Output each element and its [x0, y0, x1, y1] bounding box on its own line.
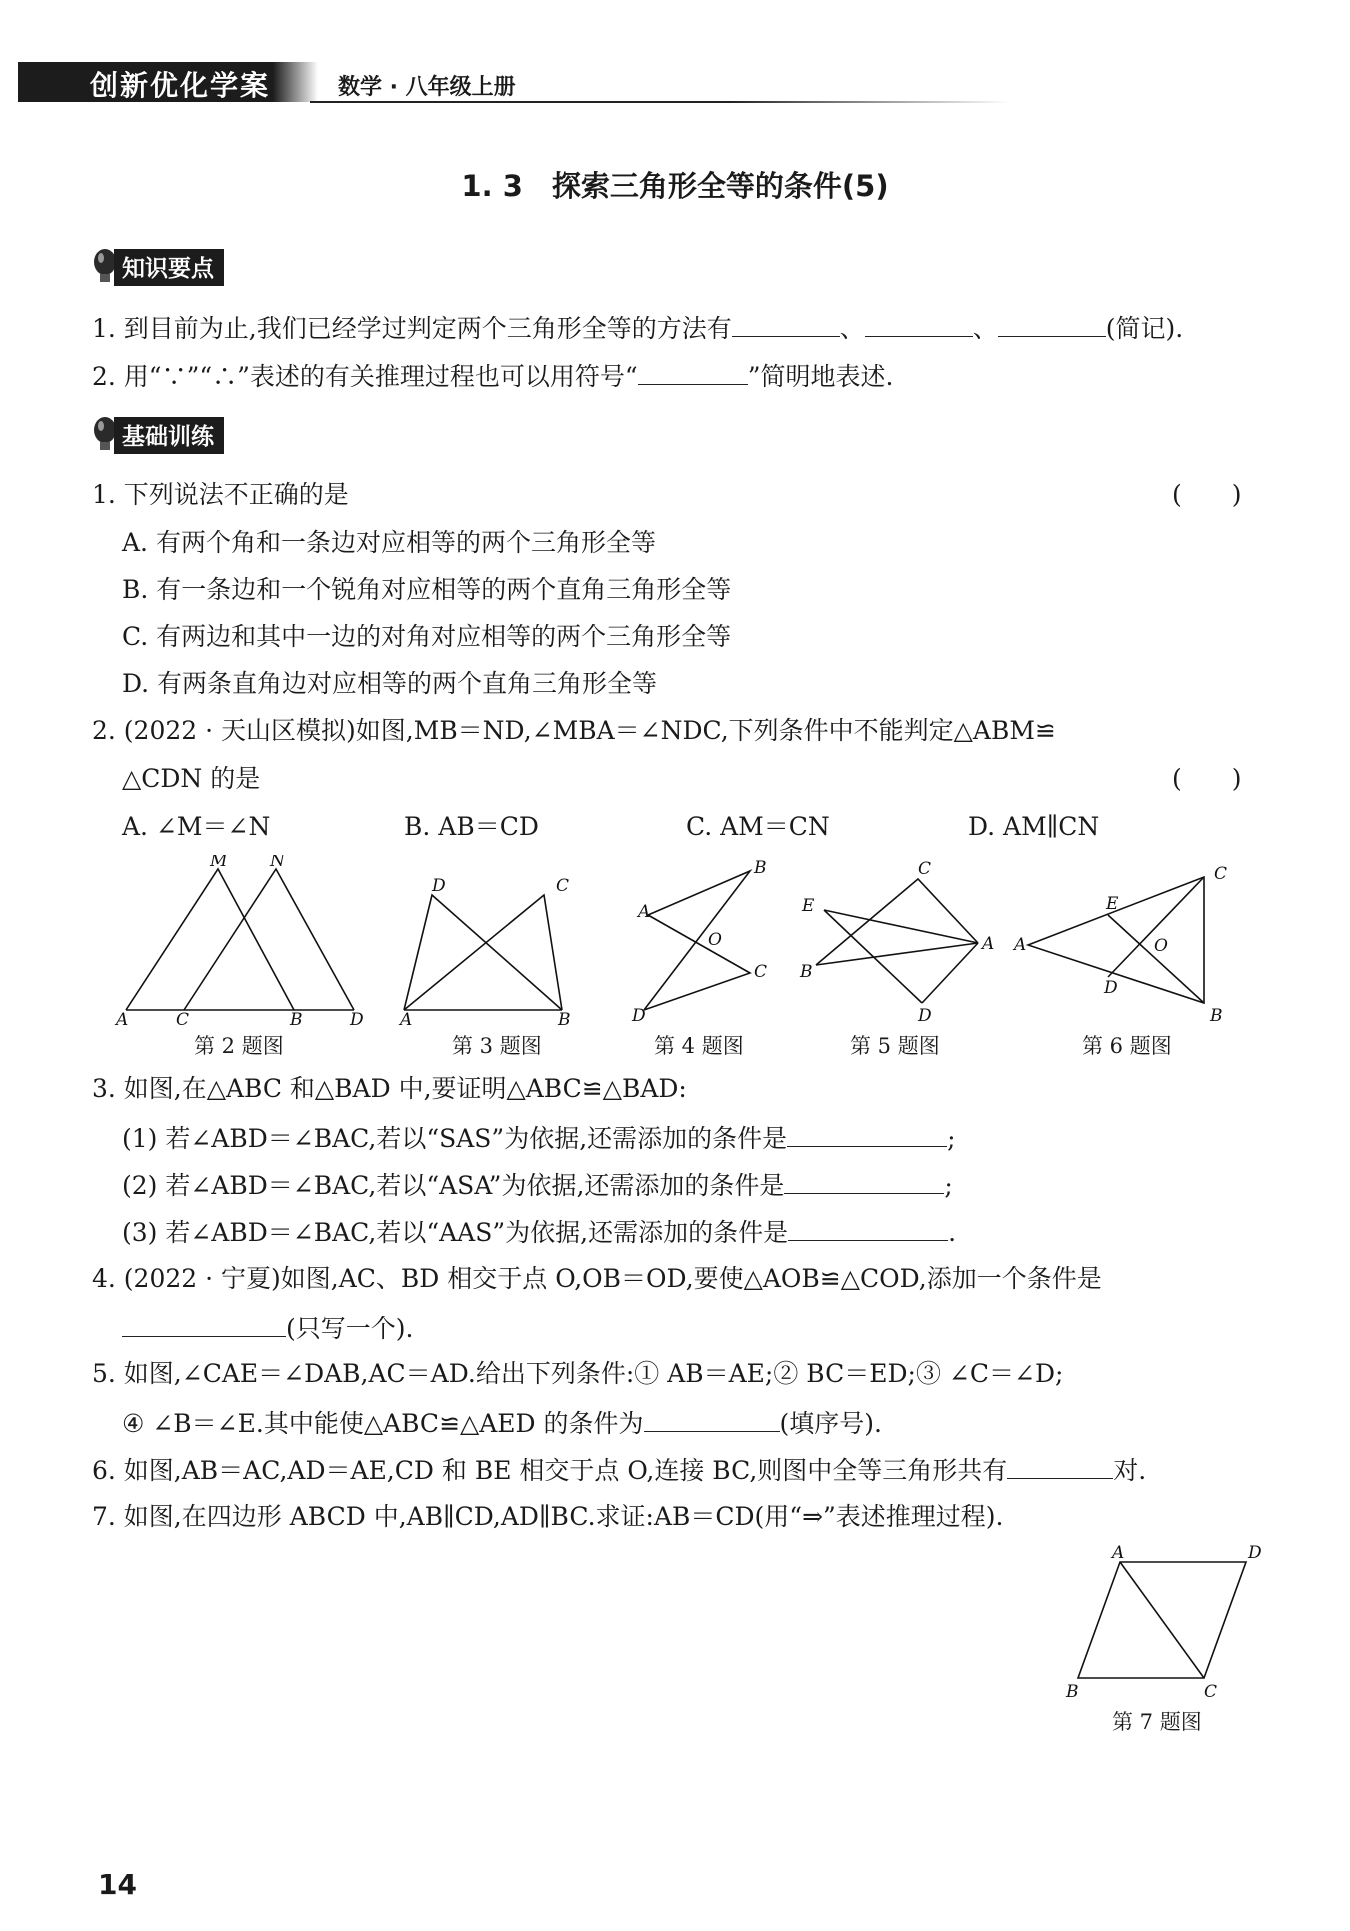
question-5-line1: 5. 如图,∠CAE＝∠DAB,AC＝AD.给出下列条件:① AB＝AE;② BC＝ED;③ ∠C＝∠D;: [92, 1359, 1064, 1388]
figure-caption: 第 5 题图: [850, 1034, 940, 1058]
option-d: D. 有两条直角边对应相等的两个直角三角形全等: [122, 669, 658, 698]
point-label: C: [176, 1010, 190, 1025]
figure-7: [1056, 1540, 1276, 1710]
header-rule: [310, 101, 1010, 103]
point-label: A: [982, 934, 995, 954]
figure-caption: 第 4 题图: [654, 1034, 744, 1058]
point-label: B: [754, 858, 767, 878]
point-label: A: [116, 1010, 129, 1025]
point-label: M: [210, 855, 228, 871]
section-knowledge: [92, 250, 224, 284]
point-label: D: [632, 1006, 646, 1025]
figures-row: [110, 855, 1280, 1025]
point-label: D: [1248, 1543, 1262, 1563]
point-label: B: [800, 962, 813, 982]
point-label: C: [918, 859, 932, 879]
section-label: 知识要点: [114, 249, 224, 286]
point-label: D: [918, 1006, 932, 1025]
option-c: C. AM＝CN: [686, 812, 830, 841]
section-label: 基础训练: [114, 417, 224, 454]
answer-blank[interactable]: [732, 310, 840, 337]
point-label: C: [1214, 864, 1228, 884]
option-b: B. AB＝CD: [404, 812, 539, 841]
answer-blank[interactable]: [784, 1167, 944, 1194]
point-label: N: [270, 855, 285, 871]
point-label: A: [638, 902, 651, 922]
point-label: D: [432, 876, 446, 896]
subject-label: 数学 · 八年级上册: [338, 75, 516, 100]
option-a: A. ∠M＝∠N: [122, 812, 271, 841]
point-label: E: [1106, 894, 1119, 914]
knowledge-item-1: 1. 到目前为止,我们已经学过判定两个三角形全等的方法有 、 、 (简记).: [92, 310, 1183, 346]
point-label: B: [1210, 1006, 1223, 1025]
question-6: 6. 如图,AB＝AC,AD＝AE,CD 和 BE 相交于点 O,连接 BC,则图中全等三角形共有 对.: [92, 1452, 1146, 1488]
figure-caption: 第 7 题图: [1112, 1710, 1202, 1734]
answer-paren[interactable]: ( ): [1172, 480, 1242, 509]
question-4-line1: 4. (2022 · 宁夏)如图,AC、BD 相交于点 O,OB＝OD,要使△AOB≌△COD,添加一个条件是: [92, 1264, 1102, 1293]
answer-blank[interactable]: [1007, 1452, 1113, 1479]
point-label: A: [1112, 1543, 1125, 1563]
question-7: 7. 如图,在四边形 ABCD 中,AB∥CD,AD∥BC.求证:AB＝CD(用“⇒”表述推理过程).: [92, 1502, 1004, 1531]
question-1-stem: 1. 下列说法不正确的是: [92, 480, 349, 509]
question-3-stem: 3. 如图,在△ABC 和△BAD 中,要证明△ABC≌△BAD:: [92, 1074, 687, 1103]
point-label: C: [1204, 1682, 1218, 1702]
point-label: B: [290, 1010, 303, 1025]
option-c: C. 有两边和其中一边的对角对应相等的两个三角形全等: [122, 622, 732, 651]
point-label: A: [1014, 935, 1027, 955]
answer-blank[interactable]: [122, 1310, 286, 1337]
point-label: B: [1066, 1682, 1079, 1702]
point-label: C: [754, 962, 768, 982]
point-label: C: [556, 876, 570, 896]
figure-caption: 第 3 题图: [452, 1034, 542, 1058]
brand-logo: 创新优化学案: [90, 69, 271, 102]
answer-blank[interactable]: [644, 1405, 780, 1432]
question-3-part3: (3) 若∠ABD＝∠BAC,若以“AAS”为依据,还需添加的条件是 .: [122, 1214, 956, 1250]
answer-blank[interactable]: [865, 310, 973, 337]
point-label: B: [558, 1010, 571, 1025]
point-label: D: [1104, 978, 1118, 998]
answer-blank[interactable]: [787, 1120, 947, 1147]
question-5-line2: ④ ∠B＝∠E.其中能使△ABC≌△AED 的条件为 (填序号).: [122, 1405, 882, 1441]
question-2-line2: △CDN 的是: [122, 764, 261, 793]
point-label: O: [708, 930, 722, 950]
point-label: D: [350, 1010, 364, 1025]
figure-caption: 第 2 题图: [194, 1034, 284, 1058]
figure-caption: 第 6 题图: [1082, 1034, 1172, 1058]
knowledge-item-2: 2. 用“∵”“∴”表述的有关推理过程也可以用符号“ ”简明地表述.: [92, 358, 893, 394]
point-label: O: [1154, 936, 1168, 956]
point-label: E: [802, 896, 815, 916]
answer-blank[interactable]: [788, 1214, 948, 1241]
option-a: A. 有两个角和一条边对应相等的两个三角形全等: [122, 528, 656, 557]
question-4-line2: (只写一个).: [122, 1310, 413, 1346]
question-3-part1: (1) 若∠ABD＝∠BAC,若以“SAS”为依据,还需添加的条件是 ;: [122, 1120, 956, 1156]
page-title: 1. 3 探索三角形全等的条件(5): [461, 169, 889, 203]
answer-paren[interactable]: ( ): [1172, 764, 1242, 793]
section-basic-training: [92, 418, 224, 452]
question-3-part2: (2) 若∠ABD＝∠BAC,若以“ASA”为依据,还需添加的条件是 ;: [122, 1167, 953, 1203]
option-b: B. 有一条边和一个锐角对应相等的两个直角三角形全等: [122, 575, 732, 604]
page-number: 14: [98, 1868, 137, 1901]
option-d: D. AM∥CN: [968, 812, 1100, 841]
answer-blank[interactable]: [638, 358, 748, 385]
question-2-line1: 2. (2022 · 天山区模拟)如图,MB＝ND,∠MBA＝∠NDC,下列条件中不能判定△ABM≌: [92, 716, 1056, 745]
point-label: A: [400, 1010, 413, 1025]
answer-blank[interactable]: [998, 310, 1106, 337]
